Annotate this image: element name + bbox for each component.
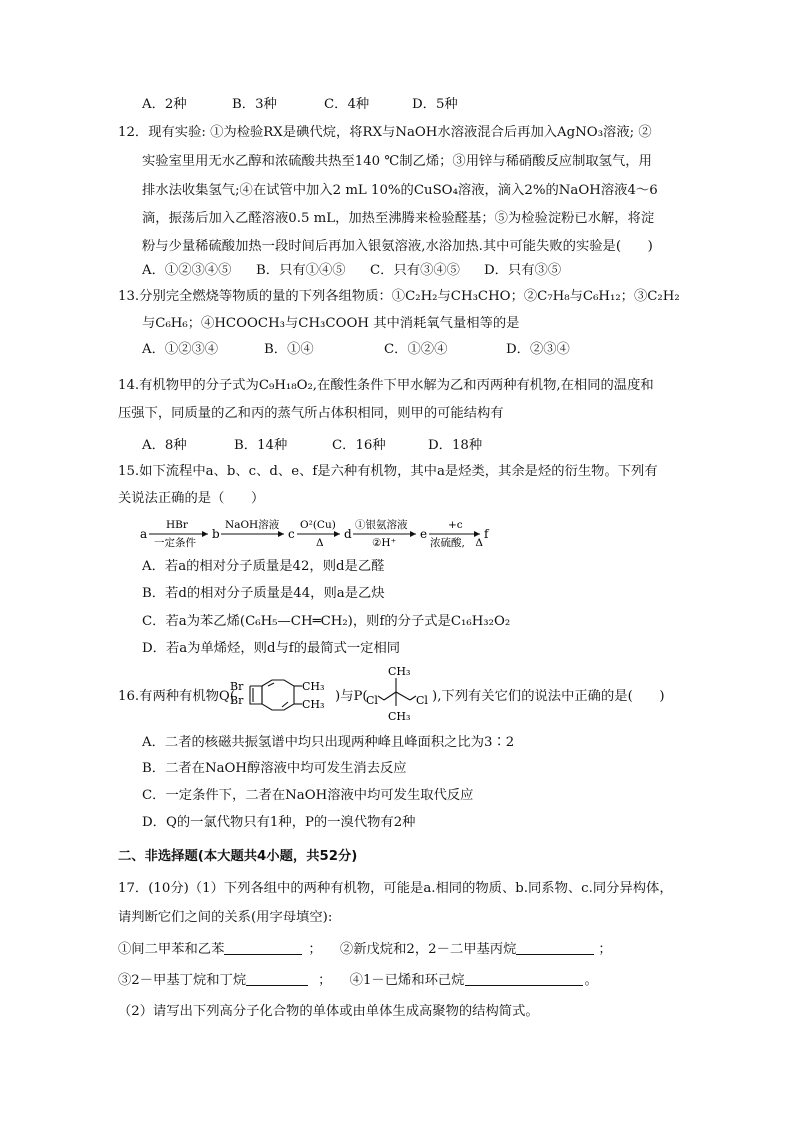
q13-line-2: 与C₆H₆；④HCOOCH₃与CH₃COOH 其中消耗氧气量相等的是: [142, 316, 520, 331]
q16-mid: )与P(: [335, 689, 368, 704]
q13-option-c: C．①②④: [384, 342, 448, 357]
q17-part-2: （2）请写出下列高分子化合物的单体或由单体生成高聚物的结构简式。: [118, 1004, 539, 1019]
p-ch3-top: CH₃: [388, 665, 411, 678]
q13-option-a: A．①②③④: [142, 342, 219, 357]
q12-line-5: 粉与少量稀硫酸加热一段时间后再加入银氨溶液,水浴加热.其中可能失败的实验是( ): [142, 239, 653, 254]
q11-option-d: D．5种: [412, 97, 458, 112]
q11-option-a: A．2种: [142, 97, 187, 112]
q-br-top: Br: [230, 680, 244, 693]
q17-pair-4-blank[interactable]: [465, 972, 583, 986]
q-ch3-top: CH₃: [302, 680, 325, 693]
q15-line-1: 15.如下流程中a、b、c、d、e、f是六种有机物，其中a是烃类，其余是烃的衍生物。下列有: [118, 464, 658, 479]
q17-pair-1-end: ；: [308, 942, 322, 957]
q14-line-2: 压强下，同质量的乙和丙的蒸气所占体积相同，则甲的可能结构有: [118, 406, 504, 421]
flow-node-e: e: [420, 527, 428, 541]
q17-pair-3-blank[interactable]: [246, 972, 308, 986]
q11-option-c: C．4种: [324, 97, 370, 112]
flow-node-d: d: [344, 527, 352, 541]
q12-option-a: A．①②③④⑤: [142, 263, 232, 278]
flow-label-plus-c: +c: [448, 519, 463, 531]
q13-line-1: 13.分别完全燃烧等物质的量的下列各组物质：①C₂H₂与CH₃CHO；②C₇H₈与C₆H₁₂；③C₂H₂: [118, 289, 680, 304]
q15-option-b: B．若d的相对分子质量是44，则a是乙炔: [142, 586, 385, 601]
q14-option-c: C．16种: [332, 438, 386, 453]
q12-line-2: 实验室里用无水乙醇和浓硫酸共热至140 ℃制乙烯；③用锌与稀硝酸反应制取氢气，用: [142, 154, 652, 169]
q16-option-b: B．二者在NaOH醇溶液中均可发生消去反应: [142, 761, 407, 776]
section-2-heading: 二、非选择题(本大题共4小题，共52分): [118, 849, 358, 864]
q17-pair-3-text: ③2－甲基丁烷和丁烷: [118, 973, 247, 988]
q17-pair-2-blank[interactable]: [516, 941, 594, 955]
flow-node-c: c: [288, 527, 295, 541]
q15-line-2: 关说法正确的是（ ）: [118, 491, 265, 506]
q17-pair-1-text: ①间二甲苯和乙苯: [118, 942, 225, 957]
flow-label-hbr: HBr: [166, 519, 188, 531]
q14-line-1: 14.有机物甲的分子式为C₉H₁₈O₂,在酸性条件下甲水解为乙和丙两种有机物,在相同的温度和: [118, 378, 654, 393]
q13-option-d: D．②③④: [506, 342, 570, 357]
q16-option-c: C．一定条件下，二者在NaOH溶液中均可发生取代反应: [142, 788, 474, 803]
flow-label-naoh: NaOH溶液: [225, 519, 280, 531]
flow-node-f: f: [484, 527, 489, 541]
q17-pair-2-text: ②新戊烷和2，2－二甲基丙烷: [339, 942, 517, 957]
q12-line-3: 排水法收集氢气;④在试管中加入2 mL 10%的CuSO₄溶液，滴入2%的NaOH溶液4～6: [142, 183, 658, 198]
q15-option-a: A．若a的相对分子质量是42，则d是乙醛: [142, 559, 385, 574]
q12-option-d: D．只有③⑤: [484, 263, 562, 278]
q-br-bottom: Br: [230, 694, 244, 707]
flow-label-oxygen: O²(Cu): [300, 519, 336, 531]
q17-pair-1-blank[interactable]: [224, 941, 302, 955]
q14-options: [142, 437, 482, 455]
q12-line-4: 滴，振荡后加入乙醛溶液0.5 mL，加热至沸腾来检验醛基；⑤为检验淀粉已水解，将淀: [142, 211, 655, 226]
q12-line-1: 12．现有实验: ①为检验RX是碘代烷，将RX与NaOH水溶液混合后再加入AgNO₃溶液; ②: [118, 125, 652, 140]
q16-structure-q: [228, 670, 336, 724]
q17-line-1: 17．(10分)（1）下列各组中的两种有机物，可能是a.相同的物质、b.同系物、c.同分异构体，: [118, 881, 673, 896]
q14-option-b: B．14种: [234, 438, 288, 453]
flow-label-silver-ammonia: ①银氨溶液: [355, 519, 408, 531]
q16-suffix: ),下列有关它们的说法中正确的是( ): [432, 689, 665, 704]
q16-option-a: A．二者的核磁共振氢谱中均只出现两种峰且峰面积之比为3∶2: [142, 735, 515, 750]
p-ch3-bottom: CH₃: [388, 710, 411, 723]
q15-option-c: C．若a为苯乙烯(C₆H₅—CH═CH₂)，则f的分子式是C₁₆H₃₂O₂: [142, 614, 511, 629]
q17-pair-4-end: 。: [584, 973, 598, 988]
q15-reaction-flow: [140, 512, 510, 548]
q14-option-d: D．18种: [428, 438, 483, 453]
q11-options: [142, 96, 458, 114]
p-cl-left: Cl: [366, 694, 378, 707]
flow-label-condition: 一定条件: [154, 537, 196, 548]
flow-label-heat: Δ: [316, 537, 324, 548]
flow-label-sulfuric: 浓硫酸, Δ: [430, 537, 483, 548]
q17-pair-2-end: ；: [598, 942, 612, 957]
flow-label-acidify: ②H⁺: [372, 537, 397, 548]
q16-option-d: D．Q的一氯代物只有1种，P的一溴代物有2种: [142, 815, 416, 830]
q16-structure-p: [366, 664, 432, 724]
q12-option-c: C．只有③④⑤: [370, 263, 460, 278]
q12-options: [142, 262, 561, 280]
q14-option-a: A．8种: [142, 438, 187, 453]
q17-row-2: [118, 972, 598, 990]
q17-row-1: [118, 941, 612, 959]
q11-option-b: B．3种: [232, 97, 277, 112]
q17-line-2: 请判断它们之间的关系(用字母填空):: [118, 910, 333, 925]
q17-pair-3-end: ；: [318, 973, 332, 988]
q15-option-d: D．若a为单烯烃，则d与f的最简式一定相同: [142, 641, 401, 656]
p-cl-right: Cl: [416, 694, 428, 707]
q13-options: [142, 341, 570, 359]
q12-option-b: B．只有①④⑤: [256, 263, 346, 278]
q17-pair-4-text: ④1－已烯和环己烷: [349, 973, 465, 988]
flow-node-a: a: [140, 527, 148, 541]
q13-option-b: B．①④: [264, 342, 314, 357]
q-ch3-bottom: CH₃: [302, 698, 325, 711]
flow-node-b: b: [212, 527, 220, 541]
q16-prefix: 16.有两种有机物Q(: [118, 689, 236, 704]
